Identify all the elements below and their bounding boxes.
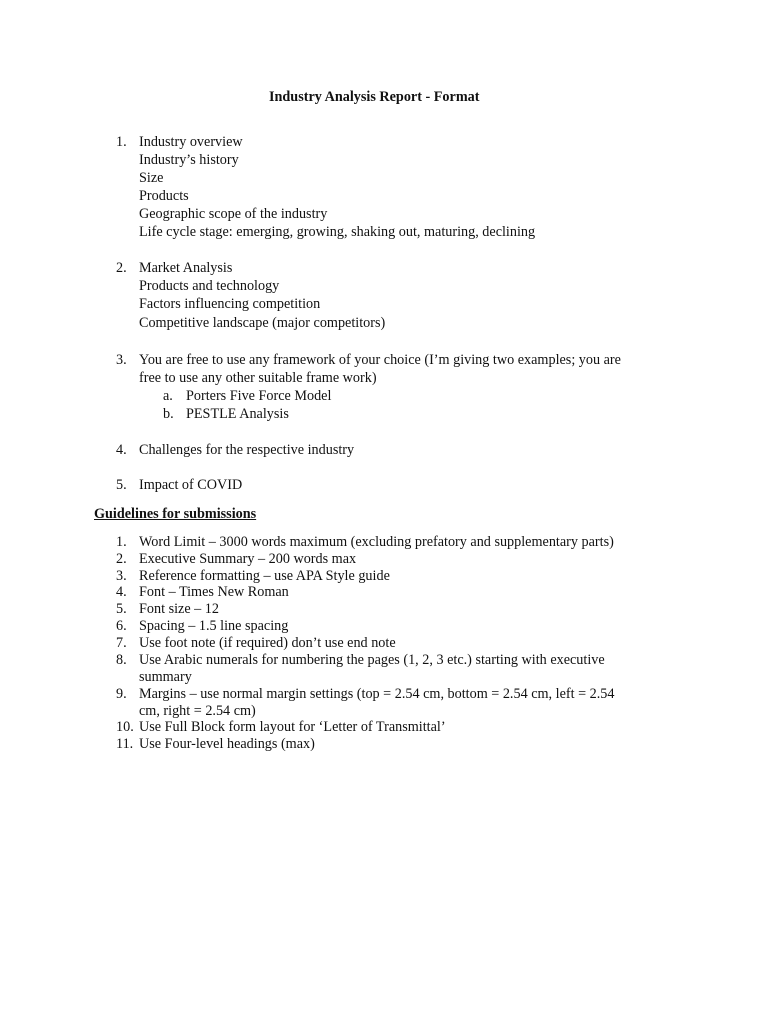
section-number: 3. xyxy=(116,352,127,368)
guideline-text: Font – Times New Roman xyxy=(139,584,289,600)
section-heading: You are free to use any framework of your choice (I’m giving two examples; you are xyxy=(139,352,621,368)
section-line: Factors influencing competition xyxy=(139,296,321,312)
guideline-text: Executive Summary – 200 words max xyxy=(139,551,357,567)
section-heading: Market Analysis xyxy=(139,260,233,276)
section-heading: Challenges for the respective industry xyxy=(139,442,355,458)
guideline-number: 4. xyxy=(116,584,127,600)
guidelines-heading: Guidelines for submissions xyxy=(94,506,257,522)
section-line: Life cycle stage: emerging, growing, shaking out, maturing, declining xyxy=(139,224,536,240)
guideline-number: 9. xyxy=(116,686,127,702)
guideline-text: Word Limit – 3000 words maximum (excluding prefatory and supplementary parts) xyxy=(139,534,614,550)
section-line: Competitive landscape (major competitors) xyxy=(139,315,386,331)
guideline-number: 10. xyxy=(116,719,134,735)
guideline-text: Reference formatting – use APA Style guide xyxy=(139,568,390,584)
sub-item-text: PESTLE Analysis xyxy=(186,406,289,422)
guideline-text-continued: cm, right = 2.54 cm) xyxy=(139,703,256,719)
sub-item-letter: b. xyxy=(163,406,174,422)
guideline-number: 3. xyxy=(116,568,127,584)
guideline-number: 1. xyxy=(116,534,127,550)
section-number: 2. xyxy=(116,260,127,276)
guideline-number: 2. xyxy=(116,551,127,567)
guideline-number: 7. xyxy=(116,635,127,651)
guideline-text: Spacing – 1.5 line spacing xyxy=(139,618,289,634)
guideline-text-continued: summary xyxy=(139,669,192,685)
sub-item-text: Porters Five Force Model xyxy=(186,388,332,404)
guideline-text: Use Arabic numerals for numbering the pages (1, 2, 3 etc.) starting with executive xyxy=(139,652,605,668)
guideline-number: 6. xyxy=(116,618,127,634)
section-number: 1. xyxy=(116,134,127,150)
section-heading: Industry overview xyxy=(139,134,243,150)
guideline-number: 5. xyxy=(116,601,127,617)
guideline-text: Use Four-level headings (max) xyxy=(139,736,315,752)
section-line: Geographic scope of the industry xyxy=(139,206,328,222)
section-line: free to use any other suitable frame work) xyxy=(139,370,377,386)
sub-item-letter: a. xyxy=(163,388,173,404)
guideline-text: Use Full Block form layout for ‘Letter of Transmittal’ xyxy=(139,719,446,735)
document-title: Industry Analysis Report - Format xyxy=(269,89,480,105)
section-line: Size xyxy=(139,170,164,186)
guideline-number: 8. xyxy=(116,652,127,668)
guideline-text: Use foot note (if required) don’t use end note xyxy=(139,635,396,651)
section-line: Industry’s history xyxy=(139,152,239,168)
section-line: Products xyxy=(139,188,189,204)
guideline-text: Font size – 12 xyxy=(139,601,219,617)
guideline-text: Margins – use normal margin settings (top = 2.54 cm, bottom = 2.54 cm, left = 2.54 xyxy=(139,686,615,702)
section-line: Products and technology xyxy=(139,278,280,294)
section-number: 4. xyxy=(116,442,127,458)
section-heading: Impact of COVID xyxy=(139,477,243,493)
guideline-number: 11. xyxy=(116,736,134,752)
section-number: 5. xyxy=(116,477,127,493)
